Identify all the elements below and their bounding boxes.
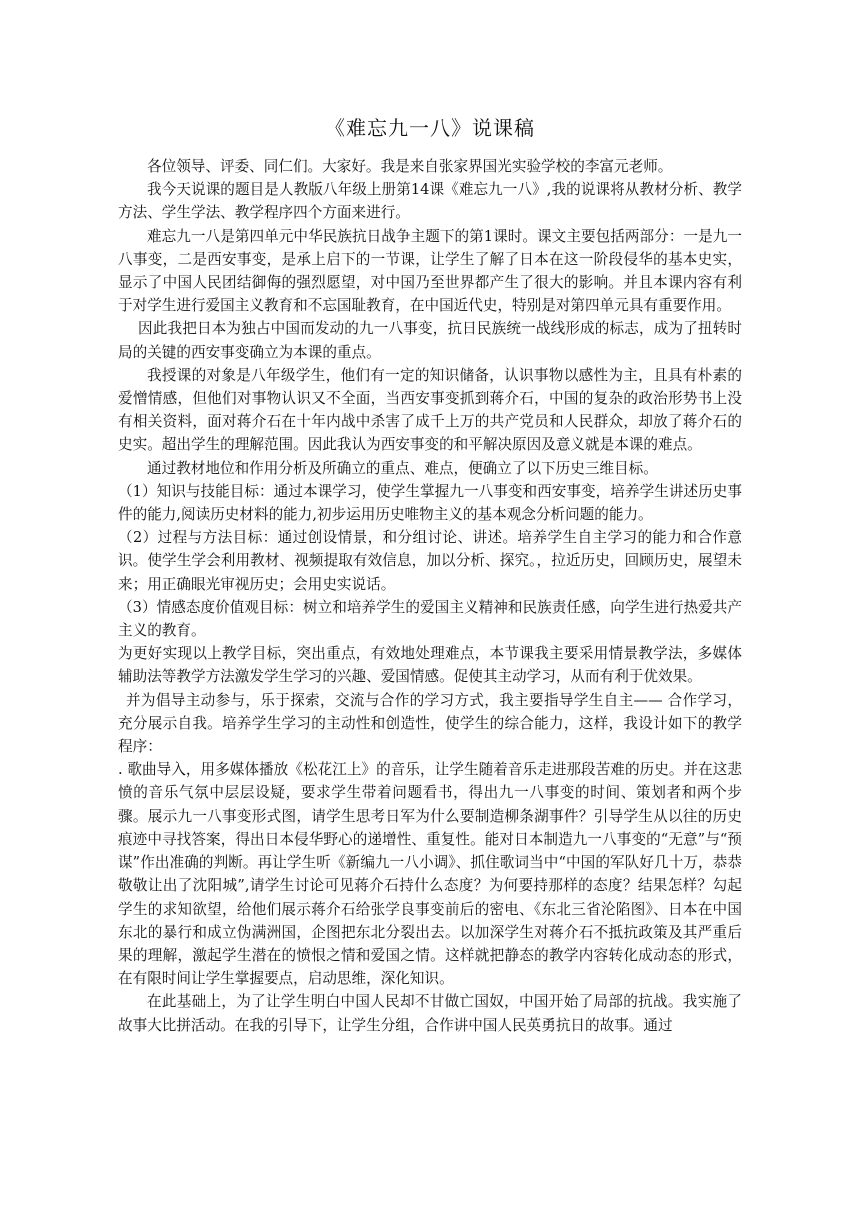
paragraph-learning-methods: 并为倡导主动参与，乐于探索，交流与合作的学习方式，我主要指导学生自主—— 合作学习，充分展示自我。培养学生学习的主动性和创造性，使学生的综合能力，这样，我设计如下的教学程序： [118, 691, 742, 756]
paragraph-topic: 我今天说课的题目是人教版八年级上册第14课《难忘九一八》,我的说课将从教材分析、教学方法、学生学法、教学程序四个方面来进行。 [118, 181, 742, 222]
paragraph-difficult-points: 我授课的对象是八年级学生，他们有一定的知识储备，认识事物以感性为主，且具有朴素的爱憎情感，但他们对事物认识又不全面，当西安事变抓到蒋介石，中国的复杂的政治形势书上没有相关资料，面对蒋介石在十年内战中杀害了成千上万的共产党员和人民群众，却放了蒋介石的史实。超出学生的理解范围。因此我认为西安事变的和平解决原因及意义就是本课的难点。 [118, 366, 742, 454]
paragraph-material-analysis: 难忘九一八是第四单元中华民族抗日战争主题下的第1课时。课文主要包括两部分：一是九一八事变，二是西安事变，是承上启下的一节课，让学生了解了日本在这一阶段侵华的基本史实，显示了中国人民团结御侮的强烈愿望，对中国乃至世界都产生了很大的影响。并且本课内容有利于对学生进行爱国主义教育和不忘国耻教育，在中国近代史，特别是对第四单元具有重要作用。 [118, 227, 742, 315]
paragraph-key-points: 因此我把日本为独占中国而发动的九一八事变，抗日民族统一战线形成的标志，成为了扭转时局的关键的西安事变确立为本课的重点。 [118, 320, 742, 361]
paragraph-story-activity: 在此基础上，为了让学生明白中国人民却不甘做亡国奴，中国开始了局部的抗战。我实施了故事大比拼活动。在我的引导下，让学生分组，合作讲中国人民英勇抗日的故事。通过 [118, 993, 742, 1034]
paragraph-greeting: 各位领导、评委、同仁们。大家好。我是来自张家界国光实验学校的李富元老师。 [147, 158, 673, 175]
paragraph-song-introduction: . 歌曲导入，用多媒体播放《松花江上》的音乐，让学生随着音乐走进那段苦难的历史。并在这悲愤的音乐气氛中层层设疑，要求学生带着问题看书，得出九一八事变的时间、策划者和两个步骤。展示九一八事变形式图，请学生思考日军为什么要制造柳条湖事件？引导学生从以往的历史痕迹中寻找答案，得出日本侵华野心的递增性、重复性。能对日本制造九一八事变的“无意”与“预谋”作出准确的判断。再让学生听《新编九一八小调》、抓住歌词当中“中国的军队好几十万，恭恭敬敬让出了沈阳城”,请学生讨论可见蒋介石持什么态度？为何要持那样的态度？结果怎样？勾起学生的求知欲望，给他们展示蒋介石给张学良事变前后的密电、《东北三省沦陷图》、日本在中国东北的暴行和成立伪满洲国，企图把东北分裂出去。以加深学生对蒋介石不抵抗政策及其严重后果的理解，激起学生潜在的愤恨之情和爱国之情。这样就把静态的教学内容转化成动态的形式，在有限时间让学生掌握要点，启动思维，深化知识。 [118, 761, 742, 988]
document-title: 《难忘九一八》说课稿 [325, 116, 535, 140]
objective-process: （2）过程与方法目标：通过创设情景，和分组讨论、讲述。培养学生自主学习的能力和合作意识。使学生学会利用教材、视频提取有效信息，加以分析、探究。，拉近历史，回顾历史，展望未来；用正确眼光审视历史；会用史实说话。 [118, 529, 742, 593]
paragraph-teaching-methods: 为更好实现以上教学目标，突出重点，有效地处理难点，本节课我主要采用情景教学法，多媒体辅助法等教学方法激发学生学习的兴趣、爱国情感。促使其主动学习，从而有利于优效果。 [118, 645, 742, 686]
objective-emotion: （3）情感态度价值观目标：树立和培养学生的爱国主义精神和民族责任感，向学生进行热爱共产主义的教育。 [118, 598, 742, 640]
document-body [118, 155, 742, 1037]
paragraph-objectives-intro: 通过教材地位和作用分析及所确立的重点、难点，便确立了以下历史三维目标。 [147, 459, 658, 477]
objective-knowledge: （1）知识与技能目标：通过本课学习，使学生掌握九一八事变和西安事变，培养学生讲述历史事件的能力,阅读历史材料的能力,初步运用历史唯物主义的基本观念分析问题的能力。 [118, 482, 742, 524]
